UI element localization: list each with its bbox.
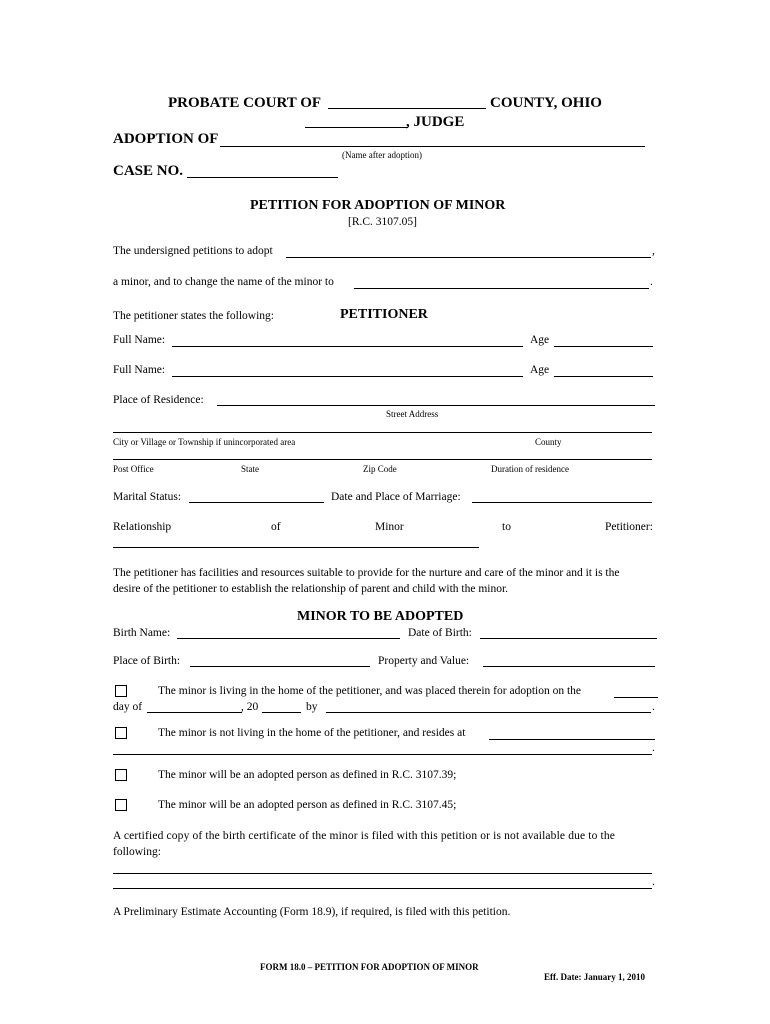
age-field-2[interactable] bbox=[554, 376, 653, 377]
certificate-text-1: A certified copy of the birth certificate of the minor is filed with this petition or is not available due to the bbox=[113, 830, 616, 842]
county-ohio-label: COUNTY, OHIO bbox=[490, 95, 602, 111]
place-of-residence-label: Place of Residence: bbox=[113, 394, 204, 406]
adoption-of-label: ADOPTION OF bbox=[113, 131, 219, 147]
post-office-field[interactable] bbox=[113, 459, 652, 460]
adopt-name-field[interactable] bbox=[286, 257, 651, 258]
option2-period: . bbox=[652, 742, 655, 754]
placement-month-field[interactable] bbox=[147, 712, 242, 713]
marriage-field[interactable] bbox=[472, 502, 652, 503]
living-in-home-checkbox[interactable] bbox=[115, 685, 127, 697]
full-name-field-1[interactable] bbox=[172, 346, 523, 347]
day-of-label: day of bbox=[113, 701, 143, 713]
date-of-birth-field[interactable] bbox=[480, 638, 657, 639]
judge-name-field[interactable] bbox=[305, 127, 408, 128]
certificate-reason-field-1[interactable] bbox=[113, 873, 652, 874]
rc-310739-checkbox[interactable] bbox=[115, 769, 127, 781]
petitions-to-adopt-label: The undersigned petitions to adopt bbox=[113, 245, 273, 257]
placement-day-field[interactable] bbox=[614, 697, 658, 698]
footer-form-name: FORM 18.0 – PETITION FOR ADOPTION OF MINOR bbox=[260, 962, 479, 972]
birth-name-field[interactable] bbox=[177, 638, 400, 639]
property-value-field[interactable] bbox=[483, 666, 655, 667]
post-office-caption: Post Office bbox=[113, 464, 154, 474]
name-after-adoption-caption: (Name after adoption) bbox=[342, 150, 422, 160]
state-caption: State bbox=[241, 464, 259, 474]
change-name-label: a minor, and to change the name of the minor to bbox=[113, 276, 334, 288]
certificate-period: . bbox=[652, 876, 655, 888]
of-word: of bbox=[271, 521, 281, 533]
option1-text: The minor is living in the home of the petitioner, and was placed therein for adoption on the bbox=[158, 685, 582, 697]
placed-by-field[interactable] bbox=[326, 712, 651, 713]
rc-310745-checkbox[interactable] bbox=[115, 799, 127, 811]
period-mark: . bbox=[650, 276, 653, 288]
not-living-in-home-checkbox[interactable] bbox=[115, 727, 127, 739]
probate-court-label: PROBATE COURT OF bbox=[168, 95, 322, 111]
relationship-field[interactable] bbox=[113, 547, 479, 548]
full-name-field-2[interactable] bbox=[172, 376, 523, 377]
form-title: PETITION FOR ADOPTION OF MINOR bbox=[250, 198, 506, 213]
place-of-birth-field[interactable] bbox=[190, 666, 370, 667]
county-name-field[interactable] bbox=[328, 108, 486, 109]
city-village-caption: City or Village or Township if unincorporated area bbox=[113, 437, 296, 447]
minor-word: Minor bbox=[375, 521, 404, 533]
city-county-field[interactable] bbox=[113, 432, 652, 433]
preliminary-estimate-text: A Preliminary Estimate Accounting (Form 18.9), if required, is filed with this petition. bbox=[113, 906, 511, 918]
placement-year-field[interactable] bbox=[262, 712, 301, 713]
judge-label: , JUDGE bbox=[406, 114, 465, 130]
relationship-word: Relationship bbox=[113, 521, 172, 533]
street-address-field[interactable] bbox=[217, 405, 655, 406]
resides-at-field[interactable] bbox=[489, 739, 655, 740]
zip-code-caption: Zip Code bbox=[363, 464, 397, 474]
minor-heading: MINOR TO BE ADOPTED bbox=[297, 609, 464, 624]
certificate-text-2: following: bbox=[113, 846, 161, 858]
age-label-2: Age bbox=[530, 364, 550, 376]
age-label-1: Age bbox=[530, 334, 550, 346]
petitioner-word: Petitioner: bbox=[605, 521, 653, 533]
county-caption: County bbox=[535, 437, 562, 447]
states-following-label: The petitioner states the following: bbox=[113, 310, 274, 322]
petitioner-heading: PETITIONER bbox=[340, 307, 428, 322]
option2-text: The minor is not living in the home of the petitioner, and resides at bbox=[158, 727, 466, 739]
by-label: by bbox=[306, 701, 318, 713]
facilities-text-2: desire of the petitioner to establish the relationship of parent and child with the minor. bbox=[113, 583, 509, 595]
option4-text: The minor will be an adopted person as defined in R.C. 3107.45; bbox=[158, 799, 457, 811]
date-place-marriage-label: Date and Place of Marriage: bbox=[331, 491, 461, 503]
option3-text: The minor will be an adopted person as defined in R.C. 3107.39; bbox=[158, 769, 457, 781]
street-address-caption: Street Address bbox=[386, 409, 439, 419]
case-no-label: CASE NO. bbox=[113, 163, 184, 179]
resides-at-field-2[interactable] bbox=[113, 754, 652, 755]
footer-eff-date: Eff. Date: January 1, 2010 bbox=[544, 972, 645, 982]
new-name-field[interactable] bbox=[354, 288, 649, 289]
full-name-label-2: Full Name: bbox=[113, 364, 166, 376]
full-name-label-1: Full Name: bbox=[113, 334, 166, 346]
facilities-text-1: The petitioner has facilities and resources suitable to provide for the nurture and care of the minor and it is the bbox=[113, 567, 620, 579]
statute-ref: [R.C. 3107.05] bbox=[348, 216, 417, 228]
marital-status-label: Marital Status: bbox=[113, 491, 182, 503]
birth-name-label: Birth Name: bbox=[113, 627, 171, 639]
duration-caption: Duration of residence bbox=[491, 464, 569, 474]
date-of-birth-label: Date of Birth: bbox=[408, 627, 472, 639]
age-field-1[interactable] bbox=[554, 346, 653, 347]
adoption-of-field[interactable] bbox=[220, 146, 645, 147]
comma-20-label: , 20 bbox=[241, 701, 259, 713]
property-value-label: Property and Value: bbox=[378, 655, 470, 667]
marital-status-field[interactable] bbox=[189, 502, 324, 503]
to-word: to bbox=[502, 521, 511, 533]
option1-period: . bbox=[652, 701, 655, 713]
place-of-birth-label: Place of Birth: bbox=[113, 655, 181, 667]
certificate-reason-field-2[interactable] bbox=[113, 888, 652, 889]
comma-mark: , bbox=[652, 245, 655, 257]
case-no-field[interactable] bbox=[187, 177, 338, 178]
